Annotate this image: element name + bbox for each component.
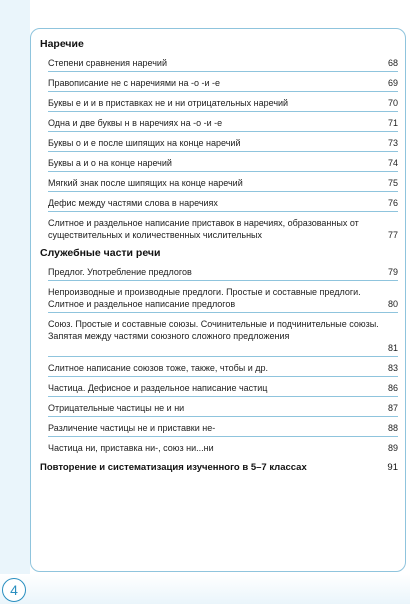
- toc-item-text: Слитное и раздельное написание приставок в наречиях, образованных от существительных и количественных числительных: [48, 218, 359, 240]
- toc-item-page: 71: [387, 118, 398, 128]
- toc-item[interactable]: [48, 318, 398, 354]
- toc-item[interactable]: [48, 422, 398, 434]
- toc-item-review[interactable]: [40, 462, 398, 473]
- toc-item-text: Правописание не с наречиями на -о -и -е: [48, 78, 221, 88]
- toc-item-text: Слитное написание союзов тоже, также, чтобы и др.: [48, 363, 269, 373]
- toc-item-page: 89: [387, 443, 398, 453]
- toc-item-text: Частица. Дефисное и раздельное написание частиц: [48, 383, 268, 393]
- divider: [48, 356, 398, 357]
- toc-item-text: Частица ни, приставка ни-, союз ни...ни: [48, 443, 214, 453]
- toc-item-text: Повторение и систематизация изученного в 5–7 классах: [40, 462, 307, 473]
- divider: [48, 111, 398, 112]
- toc-item[interactable]: [48, 137, 398, 149]
- toc-item-text: Мягкий знак после шипящих на конце наречий: [48, 178, 243, 188]
- section-title-adverb: Наречие: [40, 38, 84, 50]
- toc-item-text: Дефис между частями слова в наречиях: [48, 198, 218, 208]
- toc-item[interactable]: [48, 177, 398, 189]
- page-number: 4: [2, 578, 26, 602]
- toc-item-text: Непроизводные и производные предлоги. Простые и составные предлоги. Слитное и раздельное написание предлогов: [48, 287, 361, 309]
- divider: [48, 376, 398, 377]
- divider: [48, 91, 398, 92]
- toc-item-page: 74: [387, 158, 398, 168]
- divider: [48, 71, 398, 72]
- toc-item[interactable]: [48, 197, 398, 209]
- toc-item[interactable]: [48, 442, 398, 454]
- toc-item-text: Буквы е и и в приставках не и ни отрицательных наречий: [48, 98, 289, 108]
- decorative-bottom-border: [0, 574, 410, 604]
- divider: [48, 211, 398, 212]
- divider: [48, 131, 398, 132]
- section-title-function-words: Служебные части речи: [40, 247, 161, 259]
- toc-item[interactable]: [48, 382, 398, 394]
- toc-item[interactable]: [48, 402, 398, 414]
- divider: [48, 151, 398, 152]
- toc-item[interactable]: [48, 97, 398, 109]
- toc-item-page: 73: [387, 138, 398, 148]
- toc-item-page: 81: [387, 343, 398, 353]
- toc-item[interactable]: [48, 57, 398, 69]
- toc-item-page: 87: [387, 403, 398, 413]
- toc-item-text: Буквы а и о на конце наречий: [48, 158, 172, 168]
- toc-item-page: 79: [387, 267, 398, 277]
- toc-item-text: Одна и две буквы н в наречиях на -о -и -е: [48, 118, 223, 128]
- toc-item-page: 83: [387, 363, 398, 373]
- toc-item[interactable]: [48, 266, 398, 278]
- toc-item-text: Степени сравнения наречий: [48, 58, 167, 68]
- toc-item-text: Отрицательные частицы не и ни: [48, 403, 185, 413]
- toc-item-text: Различение частицы не и приставки не-: [48, 423, 216, 433]
- toc-item-text: Союз. Простые и составные союзы. Сочинительные и подчинительные союзы. Запятая между частями союзного сложного предложения: [48, 319, 379, 341]
- toc-item[interactable]: [48, 362, 398, 374]
- toc-item[interactable]: [48, 157, 398, 169]
- toc-item[interactable]: [48, 77, 398, 89]
- toc-item-page: 70: [387, 98, 398, 108]
- toc-item-page: 86: [387, 383, 398, 393]
- toc-item[interactable]: [48, 217, 398, 241]
- divider: [48, 312, 398, 313]
- toc-item-page: 77: [387, 230, 398, 240]
- divider: [48, 436, 398, 437]
- divider: [48, 396, 398, 397]
- divider: [48, 280, 398, 281]
- toc-item-page: 80: [387, 299, 398, 309]
- toc-item-page: 69: [387, 78, 398, 88]
- toc-item[interactable]: [48, 117, 398, 129]
- divider: [48, 171, 398, 172]
- toc-item-text: Буквы о и е после шипящих на конце наречий: [48, 138, 241, 148]
- decorative-swirl-border: [0, 0, 30, 604]
- toc-item-page: 76: [387, 198, 398, 208]
- toc-item-page: 75: [387, 178, 398, 188]
- toc-item[interactable]: [48, 286, 398, 310]
- toc-item-page: 68: [387, 58, 398, 68]
- toc-item-page: 88: [387, 423, 398, 433]
- divider: [48, 191, 398, 192]
- divider: [48, 416, 398, 417]
- toc-item-page: 91: [387, 462, 398, 473]
- toc-item-text: Предлог. Употребление предлогов: [48, 267, 192, 277]
